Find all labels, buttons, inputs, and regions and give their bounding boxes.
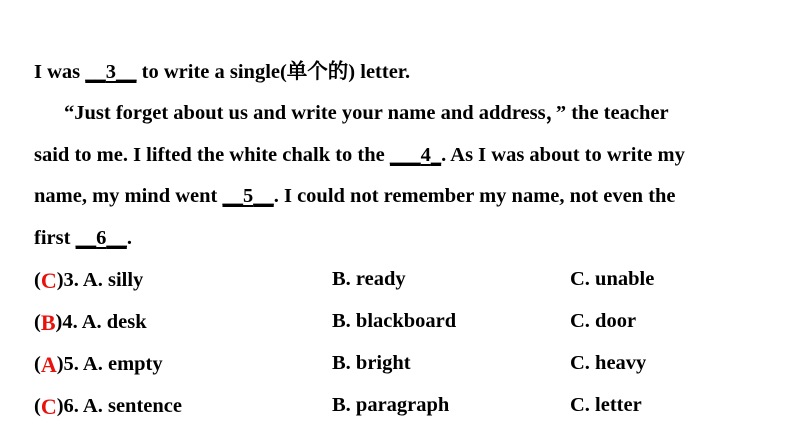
blank-3: __3__ bbox=[85, 61, 137, 83]
blank-6: __6__ bbox=[75, 227, 127, 249]
answer-mark: C bbox=[40, 268, 57, 293]
passage-text: . I could not remember my name, not even the bbox=[273, 185, 676, 207]
option-b: B. blackboard bbox=[332, 310, 457, 332]
passage-text: to write a single(单个的) letter. bbox=[136, 61, 411, 83]
answer-mark: B bbox=[40, 310, 56, 335]
answer-mark: A bbox=[40, 352, 57, 377]
option-b: B. paragraph bbox=[332, 394, 450, 416]
option-c: C. door bbox=[570, 310, 637, 332]
passage-text: . bbox=[126, 227, 132, 249]
option-c: C. unable bbox=[570, 268, 655, 290]
passage-text: I was bbox=[34, 61, 86, 83]
blank-4: ___4_ bbox=[389, 144, 442, 166]
blank-5: __5__ bbox=[222, 185, 274, 207]
passage-line-3 bbox=[34, 142, 685, 168]
passage-text: name, my mind went bbox=[34, 185, 223, 207]
question-stem: (C)3. A. silly bbox=[34, 268, 144, 293]
option-b: B. ready bbox=[332, 268, 406, 290]
passage-text: first bbox=[34, 227, 76, 249]
passage-line-4 bbox=[34, 183, 676, 209]
option-b: B. bright bbox=[332, 352, 411, 374]
question-stem: (C)6. A. sentence bbox=[34, 394, 182, 419]
question-stem: (A)5. A. empty bbox=[34, 352, 163, 377]
passage-line-1 bbox=[34, 59, 410, 85]
answer-mark: C bbox=[40, 394, 57, 419]
question-row-3 bbox=[34, 266, 774, 292]
option-c: C. heavy bbox=[570, 352, 647, 374]
passage-text: said to me. I lifted the white chalk to the bbox=[34, 144, 390, 166]
question-stem: (B)4. A. desk bbox=[34, 310, 147, 335]
passage-line-5 bbox=[34, 225, 132, 251]
question-row-6 bbox=[34, 392, 774, 418]
option-c: C. letter bbox=[570, 394, 642, 416]
question-row-5 bbox=[34, 350, 774, 376]
passage-text: . As I was about to write my bbox=[441, 144, 685, 166]
question-row-4 bbox=[34, 308, 774, 334]
passage-line-2: “Just forget about us and write your name and address，” the teacher bbox=[64, 102, 669, 124]
